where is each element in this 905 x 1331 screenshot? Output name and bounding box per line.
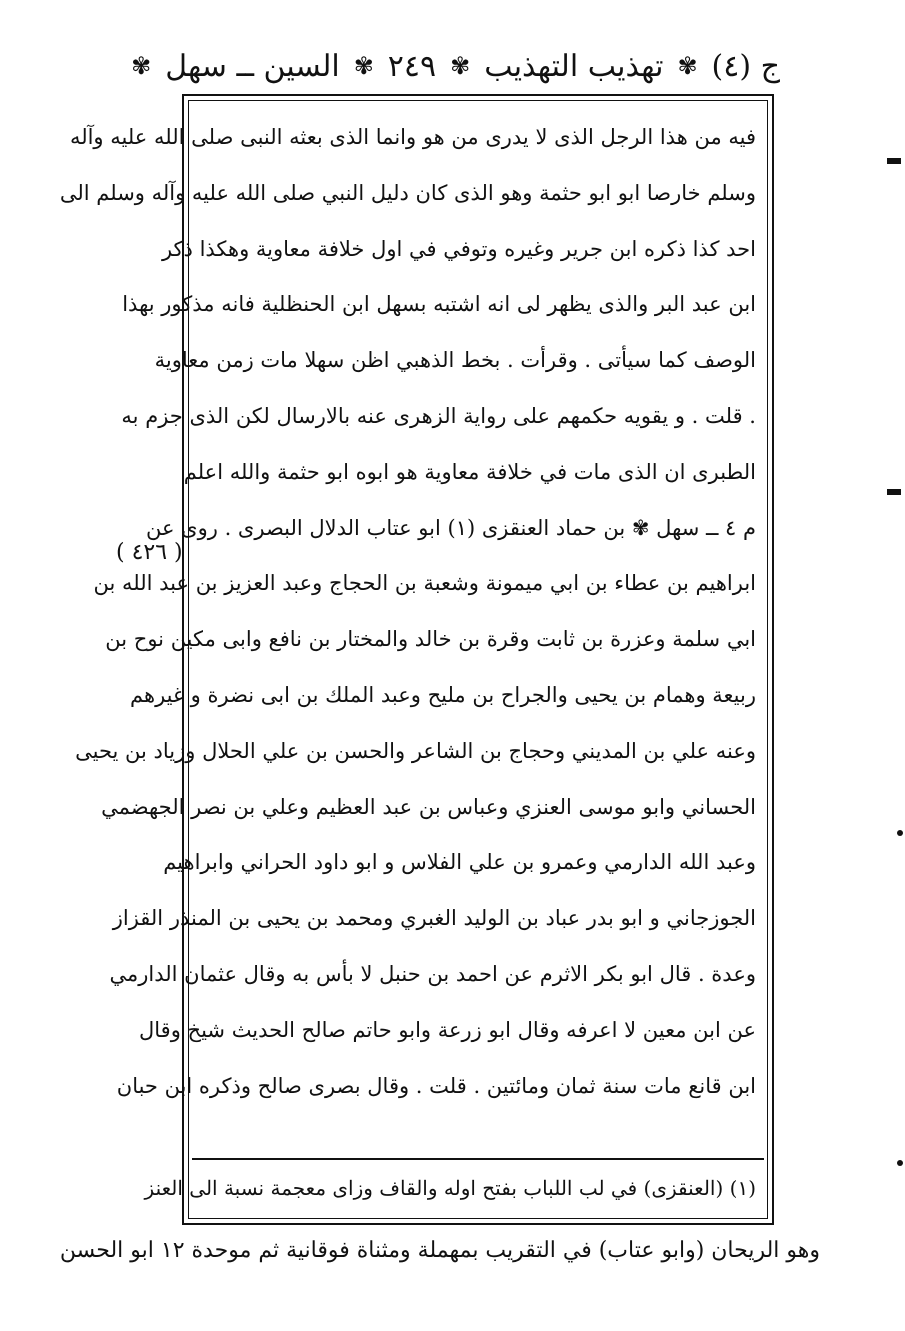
margin-mark (887, 158, 901, 164)
section-label: السين ــ سهل (165, 48, 340, 84)
text-line: الطبرى ان الذى مات في خلافة معاوية هو ابوه ابو حثمة والله اعلم (183, 459, 756, 484)
text-line: . قلت . و يقويه حكمهم على رواية الزهرى عنه بالارسال لكن الذى جزم به (121, 403, 756, 428)
margin-mark (887, 489, 901, 495)
footnote-continuation: وهو الريحان (وابو عتاب) في التقريب بمهملة ومثناة فوقانية ثم موحدة ١٢ ابو الحسن (59, 1238, 820, 1263)
text-line: الوصف كما سيأتى . وقرأت . بخط الذهبي اظن سهلا مات زمن معاوية (154, 348, 756, 373)
margin-dot (897, 1160, 903, 1166)
text-line: م ٤ ــ سهل ✾ بن حماد العنقزى (١) ابو عتاب الدلال البصرى . روى عن (145, 515, 756, 540)
footnote-divider (192, 1158, 764, 1160)
text-line: ابن قانع مات سنة ثمان ومائتين . قلت . وقال بصرى صالح وذكره ابن حبان (116, 1073, 756, 1098)
ornament-icon: ✾ (677, 52, 698, 80)
text-line: عن ابن معين لا اعرفه وقال ابو زرعة وابو حاتم صالح الحديث شيخ وقال (139, 1017, 756, 1042)
text-line: وعبد الله الدارمي وعمرو بن علي الفلاس و ابو داود الحراني وابراهيم (163, 850, 756, 875)
text-line: الحساني وابو موسى العنزي وعباس بن عبد العظيم وعلي بن نصر الجهضمي (101, 794, 756, 819)
text-line: فيه من هذا الرجل الذى لا يدرى من هو وانما الذى بعثه النبى صلى الله عليه وآله (69, 125, 756, 149)
page-number: ٢٤٩ (387, 48, 437, 84)
text-line: وعنه علي بن المديني وحجاج بن الشاعر والحسن بن علي الحلال وزياد بن يحيى (75, 738, 756, 763)
text-line: وسلم خارصا ابو ابو حثمة وهو الذى كان دليل النبي صلى الله عليه وآله وسلم الى (59, 180, 756, 205)
ornament-icon: ✾ (450, 52, 471, 80)
page-header (131, 38, 780, 94)
margin-dot (897, 830, 903, 836)
text-line: ربيعة وهمام بن يحيى والجراح بن مليح وعبد الملك بن ابى نضرة و غيرهم (130, 682, 756, 707)
volume-label: ج (٤) (711, 48, 780, 84)
text-line: ابي سلمة وعزرة بن ثابت وقرة بن خالد والمختار بن نافع وابى مكين نوح بن (105, 627, 756, 652)
ornament-icon: ✾ (131, 52, 152, 80)
text-line: ابن عبد البر والذى يظهر لى انه اشتبه بسهل ابن الحنظلية فانه مذكور بهذا (122, 292, 756, 317)
margin-entry-number: ( ٤٢٦ ) (116, 540, 183, 565)
ornament-icon: ✾ (353, 52, 374, 80)
text-line: الجوزجاني و ابو بدر عباد بن الوليد الغبري ومحمد بن يحيى بن المنذر القزاز (112, 906, 756, 931)
text-line: وعدة . قال ابو بكر الاثرم عن احمد بن حنبل لا بأس به وقال عثمان الدارمي (109, 961, 756, 986)
book-title: تهذيب التهذيب (484, 48, 664, 84)
text-line: ابراهيم بن عطاء بن ابي ميمونة وشعبة بن الحجاج وعبد العزيز بن عبد الله بن (93, 571, 756, 596)
text-line: احد كذا ذكره ابن جرير وغيره وتوفي في اول خلافة معاوية وهكذا ذكر (161, 236, 756, 261)
footnote: (١) (العنقزى) في لب اللباب بفتح اوله والقاف وزاى معجمة نسبة الى العنز (144, 1176, 756, 1200)
